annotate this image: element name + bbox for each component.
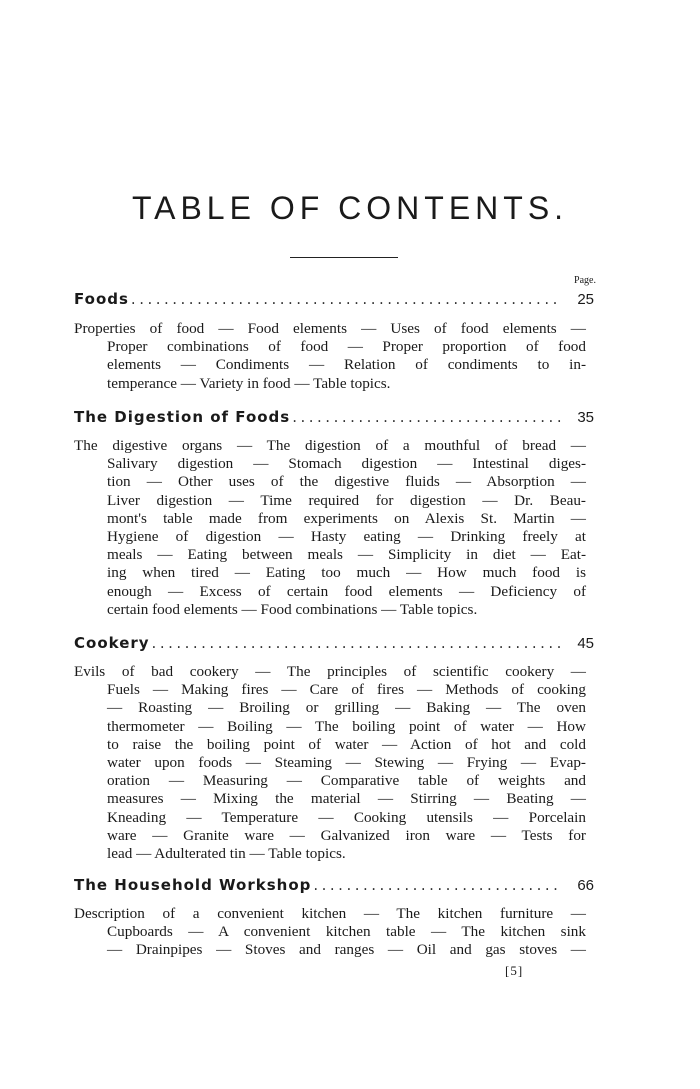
leader-dots (292, 408, 562, 426)
toc-heading: Foods (74, 290, 129, 308)
leader-dots (131, 290, 562, 308)
desc-line: — Drainpipes — Stoves and ranges — Oil and gas stoves — (107, 941, 586, 959)
page-folio: [5] (505, 963, 524, 978)
toc-entry-digestion[interactable] (74, 408, 594, 426)
desc-line: lead — Adulterated tin — Table topics. (107, 845, 346, 863)
toc-heading: The Household Workshop (74, 876, 312, 894)
toc-page-number: 25 (577, 291, 594, 308)
page-title: TABLE OF CONTENTS. (131, 190, 569, 226)
desc-line: thermometer — Boiling — The boiling point of water — How (107, 717, 586, 735)
desc-line: Properties of food — Food elements — Uses of food elements — (74, 320, 586, 337)
desc-line: Hygiene of digestion — Hasty eating — Drinking freely at (107, 528, 586, 546)
desc-line: certain food elements — Food combinations — Table topics. (107, 600, 478, 618)
toc-entry-cookery[interactable] (74, 634, 594, 652)
desc-line: Description of a convenient kitchen — The kitchen furniture — (74, 905, 586, 922)
desc-line: to raise the boiling point of water — Action of hot and cold (107, 735, 586, 753)
desc-line: Cupboards — A convenient kitchen table — The kitchen sink (107, 923, 586, 941)
toc-page-number: 35 (577, 409, 594, 426)
desc-line: Kneading — Temperature — Cooking utensils — Porcelain (107, 808, 586, 826)
desc-line: ware — Granite ware — Galvanized iron ware — Tests for (107, 826, 586, 844)
desc-line: The digestive organs — The digestion of a mouthful of bread — (74, 437, 586, 454)
leader-dots (313, 876, 562, 894)
desc-line: measures — Mixing the material — Stirring — Beating — (107, 790, 586, 808)
toc-entry-foods[interactable] (74, 290, 594, 308)
desc-line: mont's table made from experiments on Alexis St. Martin — (107, 509, 586, 527)
desc-line: Proper combinations of food — Proper proportion of food (107, 338, 586, 356)
desc-line: — Roasting — Broiling or grilling — Baking — The oven (107, 699, 586, 717)
desc-line: Fuels — Making fires — Care of fires — Methods of cooking (107, 681, 586, 699)
desc-line: elements — Condiments — Relation of condiments to in- (107, 356, 586, 374)
desc-line: enough — Excess of certain food elements — Deficiency of (107, 582, 586, 600)
toc-entry-household-workshop[interactable] (74, 876, 594, 894)
desc-line: Salivary digestion — Stomach digestion — Intestinal diges- (107, 455, 586, 473)
desc-line: Evils of bad cookery — The principles of scientific cookery — (74, 663, 586, 680)
desc-line: ing when tired — Eating too much — How much food is (107, 564, 586, 582)
toc-description-foods (74, 320, 586, 393)
toc-heading: The Digestion of Foods (74, 408, 291, 426)
toc-description-household-workshop (74, 905, 586, 960)
desc-line: oration — Measuring — Comparative table of weights and (107, 772, 586, 790)
toc-heading: Cookery (74, 634, 150, 652)
title-divider (290, 257, 398, 258)
toc-description-cookery (74, 663, 586, 863)
page-column-label: Page. (574, 275, 596, 286)
desc-line: water upon foods — Steaming — Stewing — Frying — Evap- (107, 754, 586, 772)
desc-line: meals — Eating between meals — Simplicity in diet — Eat- (107, 546, 586, 564)
desc-line: temperance — Variety in food — Table topics. (107, 374, 391, 392)
leader-dots (152, 634, 562, 652)
desc-line: Liver digestion — Time required for digestion — Dr. Beau- (107, 491, 586, 509)
toc-page-number: 45 (577, 635, 594, 652)
desc-line: tion — Other uses of the digestive fluids — Absorption — (107, 473, 586, 491)
toc-description-digestion (74, 437, 586, 619)
toc-page-number: 66 (577, 877, 594, 894)
